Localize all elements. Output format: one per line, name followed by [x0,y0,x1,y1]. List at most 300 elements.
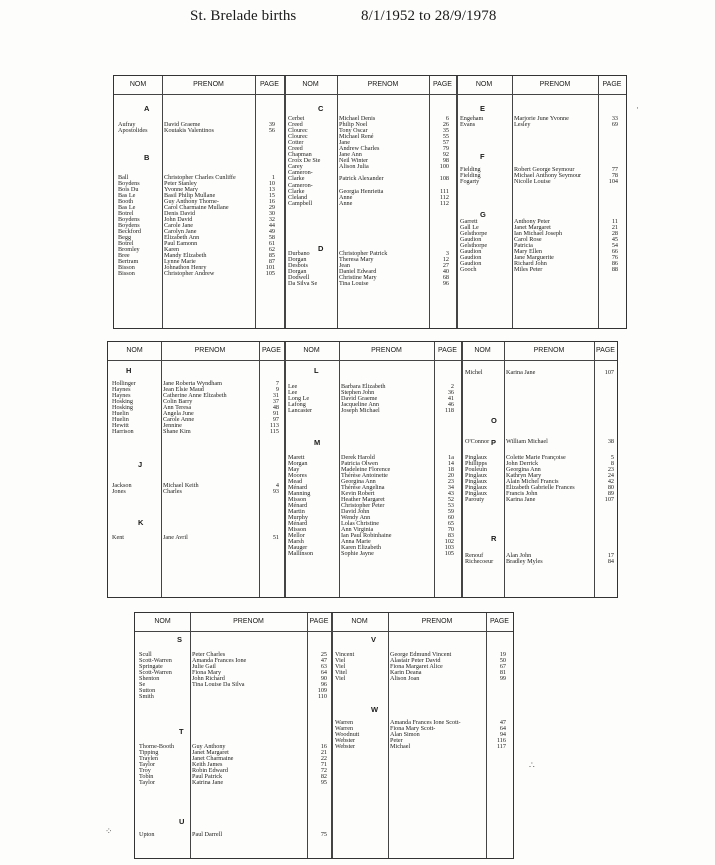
surname: Warren [335,719,354,726]
given-names: Amanda Frances Ione Scott- [390,719,461,726]
page-number: 46 [447,401,454,408]
given-names: Philip Noel [339,121,368,128]
section-letter: F [480,152,485,161]
given-names: Andrew Charles [339,145,380,152]
surname: Apostolides [118,127,148,134]
given-names: Patricia Olwen [341,460,378,467]
page-number: 13 [268,186,275,193]
section-letter: R [491,534,497,543]
given-names: Patrick Alexander [339,175,384,182]
surname: Botrel [118,210,134,217]
given-names: Christopher Andrew [164,270,215,277]
given-names: Heather Margaret [341,496,385,503]
surname: Marsh [288,538,304,545]
section-letter: C [318,104,324,113]
given-names: Robin Edward [192,767,228,774]
given-names: Stephen John [341,389,375,396]
page-number: 1a [448,454,454,461]
surname: Mellor [288,532,305,539]
surname: Gaudion [460,236,482,243]
surname: Clarke [288,188,305,195]
given-names: Paul Patrick [192,773,223,780]
page-number: 99 [499,675,506,682]
page-number: 67 [499,663,506,670]
surname: Smith [139,693,154,700]
page-number: 50 [499,657,506,664]
given-names: Jean [339,262,350,269]
page-number: 43 [447,490,454,497]
given-names: Christopher Peter [341,502,385,509]
surname: Fielding [460,172,481,179]
page-number: 109 [317,687,327,694]
page-number: 5 [610,454,614,461]
surname: Cotter [288,139,304,146]
surname: Chapman [288,151,312,158]
surname: Bromley [118,246,140,253]
surname: Boydens [118,180,140,187]
page-number: 8 [610,460,614,467]
given-names: Yvonne Mary [164,186,198,193]
nom-header: NOM [475,81,493,88]
given-names: Michael Keith [163,482,199,489]
page-number: 108 [439,175,449,182]
surname: Scott-Warren [139,657,172,664]
prenom-header: PRENOM [539,81,571,88]
page-header: PAGE [260,81,279,88]
page-number: 9 [275,386,279,393]
page-number: 118 [444,407,454,414]
surname: Viel [335,657,346,664]
surname: Vitel [335,669,347,676]
page-number: 23 [447,478,454,485]
given-names: Jennine [163,422,182,429]
surname: Pinglaux [465,484,488,491]
surname: Clarke [288,175,305,182]
given-names: Karina Jane [506,369,536,376]
given-names: Karin Deana [390,669,422,676]
given-names: Elizabeth Ann [164,234,200,241]
given-names: Georgia Henrietta [339,188,384,195]
page-number: 21 [611,224,618,231]
page-number: 33 [611,115,618,122]
given-names: Karen [164,246,180,253]
surname: Gooch [460,266,477,273]
page-number: 26 [442,121,449,128]
given-names: Angela June [163,410,194,417]
page-number: 35 [442,127,449,134]
given-names: Madeleine Florence [341,466,391,473]
page-number: 34 [447,484,454,491]
page-number: 48 [272,404,279,411]
surname: Warren [335,725,354,732]
given-names: Elizabeth Gabrielle Frances [506,484,575,491]
section-letter: E [480,104,486,113]
surname: Bas Le [118,204,136,211]
page-number: 112 [439,200,449,207]
prenom-page-rule [434,342,435,597]
nom-prenom-rule [512,76,513,328]
given-names: Ann Teresa [163,404,192,411]
surname: O'Connor [465,438,490,445]
given-names: Fiona Mary [192,669,222,676]
given-names: Amanda Frances Ione [192,657,247,664]
section-letter: T [179,727,184,736]
given-names: Anna Marie [341,538,371,545]
page-number: 30 [268,210,275,217]
page-number: 17 [607,552,614,559]
page-header: PAGE [602,81,622,88]
prenom-header: PRENOM [193,81,224,88]
given-names: Christine Mary [339,274,377,281]
page-number: 100 [439,163,449,170]
page-number: 83 [447,532,454,539]
page-number: 80 [607,484,614,491]
surname: Misson [288,496,307,503]
page-header: PAGE [490,618,509,625]
prenom-header: PRENOM [367,81,399,88]
page-number: 69 [611,121,618,128]
surname: May [288,466,300,473]
given-names: Peter Stanley [164,180,197,187]
surname: Troy [139,767,151,774]
page-number: 66 [611,248,618,255]
index-table-s-w [134,612,514,859]
given-names: Carolyn Jane [164,228,197,235]
surname: Gelsthorpe [460,242,488,249]
surname: Cameron- [288,169,313,176]
nom-header: NOM [126,347,143,354]
page-number: 37 [272,398,279,405]
page-number: 75 [320,831,327,838]
surname: Martin [288,508,305,515]
page-number: 65 [447,520,454,527]
section-letter: K [138,518,144,527]
given-names: Nicolle Louise [514,178,551,185]
nom-header: NOM [154,618,171,625]
surname: Long Le [288,395,310,402]
surname: Lee [288,383,298,390]
surname: Cameron- [288,182,313,189]
nom-prenom-rule [190,613,191,858]
section-letter: W [371,705,379,714]
given-names: Michael [390,743,411,750]
surname: Viel [335,675,346,682]
given-names: Robert George Seymour [514,166,575,173]
surname: Haynes [112,386,131,393]
given-names: Michael René [339,133,374,140]
surname: Boydens [118,222,140,229]
surname: Jackson [112,482,132,489]
nom-prenom-rule [337,76,338,328]
section-letter: G [480,210,486,219]
surname: Tipping [139,749,159,756]
surname: Springate [139,663,163,670]
page-number: 39 [268,121,275,128]
page-number: 112 [439,194,449,201]
given-names: Derek Harold [341,454,375,461]
section-letter: J [138,460,143,469]
surname: Huelin [112,410,129,417]
given-names: John Derrick [506,460,539,467]
page-number: 47 [320,657,327,664]
page-number: 41 [447,395,454,402]
surname: Michel [465,369,483,376]
given-names: Theresa Mary [339,256,374,263]
page-number: 32 [268,216,275,223]
surname: Woodnutt [335,731,360,738]
given-names: David Graeme [341,395,378,402]
page-number: 93 [272,488,279,495]
surname: Morgan [288,460,308,467]
surname: Bisson [118,270,135,277]
surname: Mallinson [288,550,314,557]
surname: Gelsthorpe [460,230,488,237]
page-number: 3 [445,250,449,257]
surname: Ménard [288,520,308,527]
surname: Harrison [112,428,134,435]
given-names: Janet Charmaine [192,755,234,762]
page-number: 29 [268,204,275,211]
given-names: Lynne Marie [164,258,196,265]
surname: Begg [118,234,132,241]
surname: Phillipps [465,460,488,467]
given-names: Georgina Ann [506,466,541,473]
page-number: 92 [442,151,449,158]
page-number: 18 [447,466,454,473]
given-names: Ian Paul Robinhaine [341,532,392,539]
surname: Renouf [465,552,484,559]
given-names: Keith James [192,761,223,768]
surname: Botrel [118,240,134,247]
given-names: Neil Winter [339,157,369,164]
surname: Hollinger [112,380,136,387]
page-number: 76 [611,254,618,261]
given-names: Koutakis Valentinos [164,127,214,134]
given-names: Christopher Patrick [339,250,388,257]
page-number: 64 [320,669,327,676]
given-names: Denis David [164,210,196,217]
given-names: Lesley [514,121,531,128]
prenom-page-rule [259,342,260,597]
given-names: Guy Anthony [192,743,226,750]
section-letter: A [144,104,150,113]
given-names: Michael Anthony Seymour [514,172,582,179]
page-number: 2 [450,383,454,390]
prenom-page-rule [598,76,599,328]
page-number: 64 [499,725,506,732]
page-number: 84 [607,558,614,565]
given-names: Christopher Charles Cunliffe [164,174,236,181]
page-number: 89 [607,490,614,497]
page-number: 102 [444,538,454,545]
given-names: Richard John [514,260,547,267]
scan-speck: · [636,103,639,113]
surname: Dodwell [288,274,310,281]
surname: Booth [118,198,134,205]
given-names: Thérèse Angelina [341,484,385,491]
given-names: Peter Charles [192,651,226,658]
page-number: 71 [320,761,327,768]
given-names: Marjorie June Yvonne [514,115,569,122]
nom-header: NOM [474,347,491,354]
given-names: George Edmund Vincent [390,651,452,658]
given-names: Carole Anne [163,416,195,423]
prenom-page-rule [594,342,595,597]
index-table-a-g [113,75,627,329]
page-number: 16 [268,198,275,205]
page-number: 85 [268,252,275,259]
page-number: 53 [447,502,454,509]
given-names: David John [341,508,370,515]
surname: Gaudion [460,260,482,267]
surname: Richecoeur [465,558,494,565]
page-number: 105 [265,270,275,277]
surname: Campbell [288,200,313,207]
page-number: 20 [447,472,454,479]
given-names: Kevin Robert [341,490,375,497]
prenom-page-rule [486,613,487,858]
given-names: Anne [339,200,353,207]
surname: Engeham [460,115,484,122]
page-number: 52 [447,496,454,503]
page-header: PAGE [309,618,329,625]
surname: Bisson [118,264,135,271]
surname: Clourec [288,127,308,134]
given-names: Barbara Elizabeth [341,383,386,390]
prenom-header: PRENOM [533,347,565,354]
given-names: William Michael [506,438,548,445]
nom-prenom-rule [161,342,162,597]
given-names: Bradley Myles [506,558,543,565]
given-names: Alan John [506,552,532,559]
given-names: Alastair Peter David [390,657,441,664]
document-title: St. Brelade births [190,8,297,24]
page-number: 104 [608,178,618,185]
section-letter: B [144,153,150,162]
surname: Ménard [288,502,308,509]
prenom-page-rule [255,76,256,328]
page-number: 61 [268,240,275,247]
surname: Misson [288,526,307,533]
given-names: Fiona Margaret Alice [390,663,443,670]
nom-header: NOM [129,81,147,88]
surname: Aufray [118,121,136,128]
given-names: Carole Jane [164,222,194,229]
page-number: 6 [445,115,449,122]
column-rule [284,342,286,597]
surname: Sutton [139,687,156,694]
page-number: 95 [320,779,327,786]
header-rule [114,94,626,95]
page-number: 62 [268,246,275,253]
surname: Lafong [288,401,306,408]
page-number: 91 [272,410,279,417]
page-number: 28 [611,230,618,237]
surname: Gaudion [460,254,482,261]
given-names: Fiona Mary Scott- [390,725,436,732]
surname: Bas Le [118,192,136,199]
surname: Viel [335,663,346,670]
page-number: 81 [499,669,506,676]
given-names: Kathryn Mary [506,472,542,479]
given-names: Mary Ellen [514,248,543,255]
page-number: 116 [496,737,506,744]
page-number: 72 [320,767,327,774]
surname: Ménard [288,484,308,491]
page-number: 55 [442,133,449,140]
page-number: 45 [611,236,618,243]
surname: Mead [288,478,303,485]
given-names: Basil Philip Mullane [164,192,216,199]
surname: Vincent [335,651,355,658]
surname: Ball [118,174,129,181]
page-number: 111 [440,188,449,195]
page-number: 101 [265,264,275,271]
nom-prenom-rule [388,613,389,858]
surname: Thorne-Booth [139,743,175,750]
given-names: Daniel Edward [339,268,377,275]
surname: Fielding [460,166,481,173]
surname: Carey [288,163,303,170]
page-number: 16 [320,743,327,750]
given-names: Alison Julia [339,163,369,170]
given-names: Mandy Elizabeth [164,252,207,259]
surname: Traylen [139,755,159,762]
section-letter: P [491,438,497,447]
page-number: 15 [268,192,275,199]
surname: Scull [139,651,152,658]
column-rule [456,76,458,328]
prenom-page-rule [429,76,430,328]
given-names: Jane Roberta Wyndham [163,380,222,387]
page-number: 47 [499,719,506,726]
document-header [0,8,715,30]
surname: Cerbei [288,115,305,122]
page-number: 12 [442,256,449,263]
given-names: Jacqueline Ann [341,401,379,408]
section-letter: D [318,244,324,253]
page-number: 21 [320,749,327,756]
page-number: 49 [268,228,275,235]
surname: Creed [288,145,303,152]
given-names: Michael Denis [339,115,376,122]
page-number: 70 [447,526,454,533]
surname: Tobin [139,773,154,780]
given-names: Katrina Jane [192,779,224,786]
surname: Hosking [112,398,133,405]
surname: Taylor [139,761,156,768]
section-letter: V [371,635,377,644]
section-letter: M [314,438,321,447]
given-names: Guy Anthony Thorne- [164,198,219,205]
given-names: Johnathon Henry [164,264,207,271]
given-names: Lolas Christine [341,520,379,527]
page-number: 14 [447,460,454,467]
surname: Beckford [118,228,142,235]
given-names: Karina Jane [506,496,536,503]
page-number: 79 [442,145,449,152]
surname: Clourec [288,133,308,140]
header-rule [108,360,617,361]
given-names: Carol Charmaine Mullane [164,204,229,211]
index-table-h-r [107,341,618,598]
page-number: 25 [320,651,327,658]
page-number: 94 [499,731,506,738]
page-header: PAGE [596,347,615,354]
column-rule [461,342,463,597]
page-number: 115 [269,428,279,435]
surname: Parouty [465,496,485,503]
